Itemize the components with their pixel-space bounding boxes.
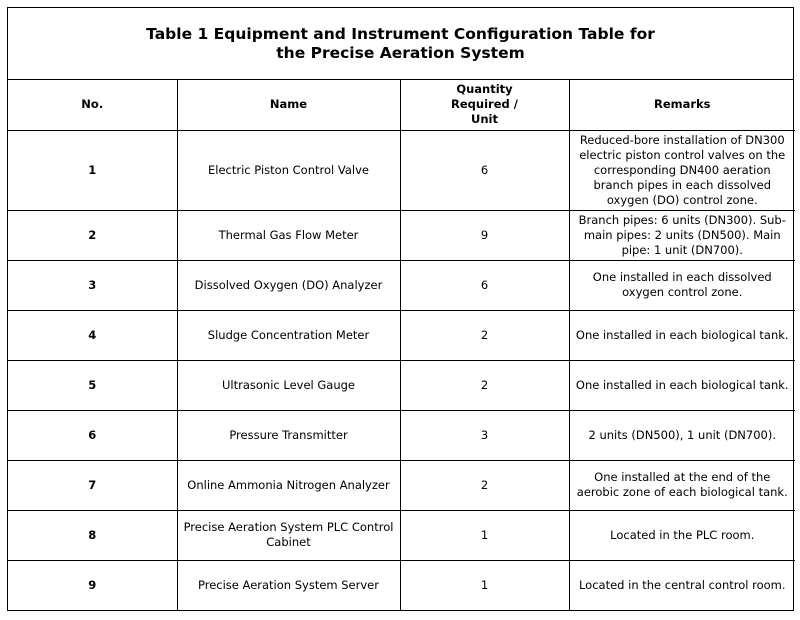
cell-name: Dissolved Oxygen (DO) Analyzer	[177, 260, 400, 310]
cell-no: 9	[8, 560, 177, 610]
table-row	[8, 410, 795, 460]
cell-no: 5	[8, 360, 177, 410]
cell-quantity: 1	[400, 560, 569, 610]
cell-quantity: 2	[400, 360, 569, 410]
cell-remarks: Reduced-bore installation of DN300 electric piston control valves on the corresponding DN400 aeration branch pipes in each dissolved oxygen (DO) control zone.	[569, 130, 795, 210]
cell-no: 1	[8, 130, 177, 210]
cell-remarks: One installed in each biological tank.	[569, 310, 795, 360]
cell-quantity: 2	[400, 310, 569, 360]
table-row	[8, 310, 795, 360]
cell-quantity: 6	[400, 260, 569, 310]
header-remarks: Remarks	[569, 80, 795, 130]
table-row	[8, 510, 795, 560]
cell-remarks: One installed in each biological tank.	[569, 360, 795, 410]
table-row	[8, 260, 795, 310]
cell-remarks: 2 units (DN500), 1 unit (DN700).	[569, 410, 795, 460]
cell-remarks: Branch pipes: 6 units (DN300). Sub-main pipes: 2 units (DN500). Main pipe: 1 unit (DN700).	[569, 210, 795, 260]
table-row	[8, 560, 795, 610]
cell-no: 4	[8, 310, 177, 360]
header-no: No.	[8, 80, 177, 130]
cell-remarks: Located in the PLC room.	[569, 510, 795, 560]
cell-no: 2	[8, 210, 177, 260]
cell-no: 8	[8, 510, 177, 560]
table-row	[8, 130, 795, 210]
cell-quantity: 6	[400, 130, 569, 210]
table-row	[8, 210, 795, 260]
cell-quantity: 2	[400, 460, 569, 510]
cell-no: 3	[8, 260, 177, 310]
header-row	[8, 80, 795, 130]
cell-name: Ultrasonic Level Gauge	[177, 360, 400, 410]
header-quantity: Quantity Required / Unit	[400, 80, 569, 130]
configuration-table-document	[7, 7, 794, 611]
table-title: Table 1 Equipment and Instrument Configuration Table for the Precise Aeration System	[8, 8, 793, 80]
cell-remarks: One installed in each dissolved oxygen control zone.	[569, 260, 795, 310]
cell-no: 7	[8, 460, 177, 510]
cell-name: Precise Aeration System PLC Control Cabinet	[177, 510, 400, 560]
cell-quantity: 1	[400, 510, 569, 560]
cell-name: Sludge Concentration Meter	[177, 310, 400, 360]
cell-remarks: Located in the central control room.	[569, 560, 795, 610]
cell-name: Electric Piston Control Valve	[177, 130, 400, 210]
table-row	[8, 460, 795, 510]
cell-name: Pressure Transmitter	[177, 410, 400, 460]
cell-remarks: One installed at the end of the aerobic zone of each biological tank.	[569, 460, 795, 510]
cell-quantity: 9	[400, 210, 569, 260]
equipment-table	[8, 80, 795, 610]
cell-name: Online Ammonia Nitrogen Analyzer	[177, 460, 400, 510]
cell-no: 6	[8, 410, 177, 460]
cell-name: Thermal Gas Flow Meter	[177, 210, 400, 260]
table-row	[8, 360, 795, 410]
cell-name: Precise Aeration System Server	[177, 560, 400, 610]
cell-quantity: 3	[400, 410, 569, 460]
header-name: Name	[177, 80, 400, 130]
